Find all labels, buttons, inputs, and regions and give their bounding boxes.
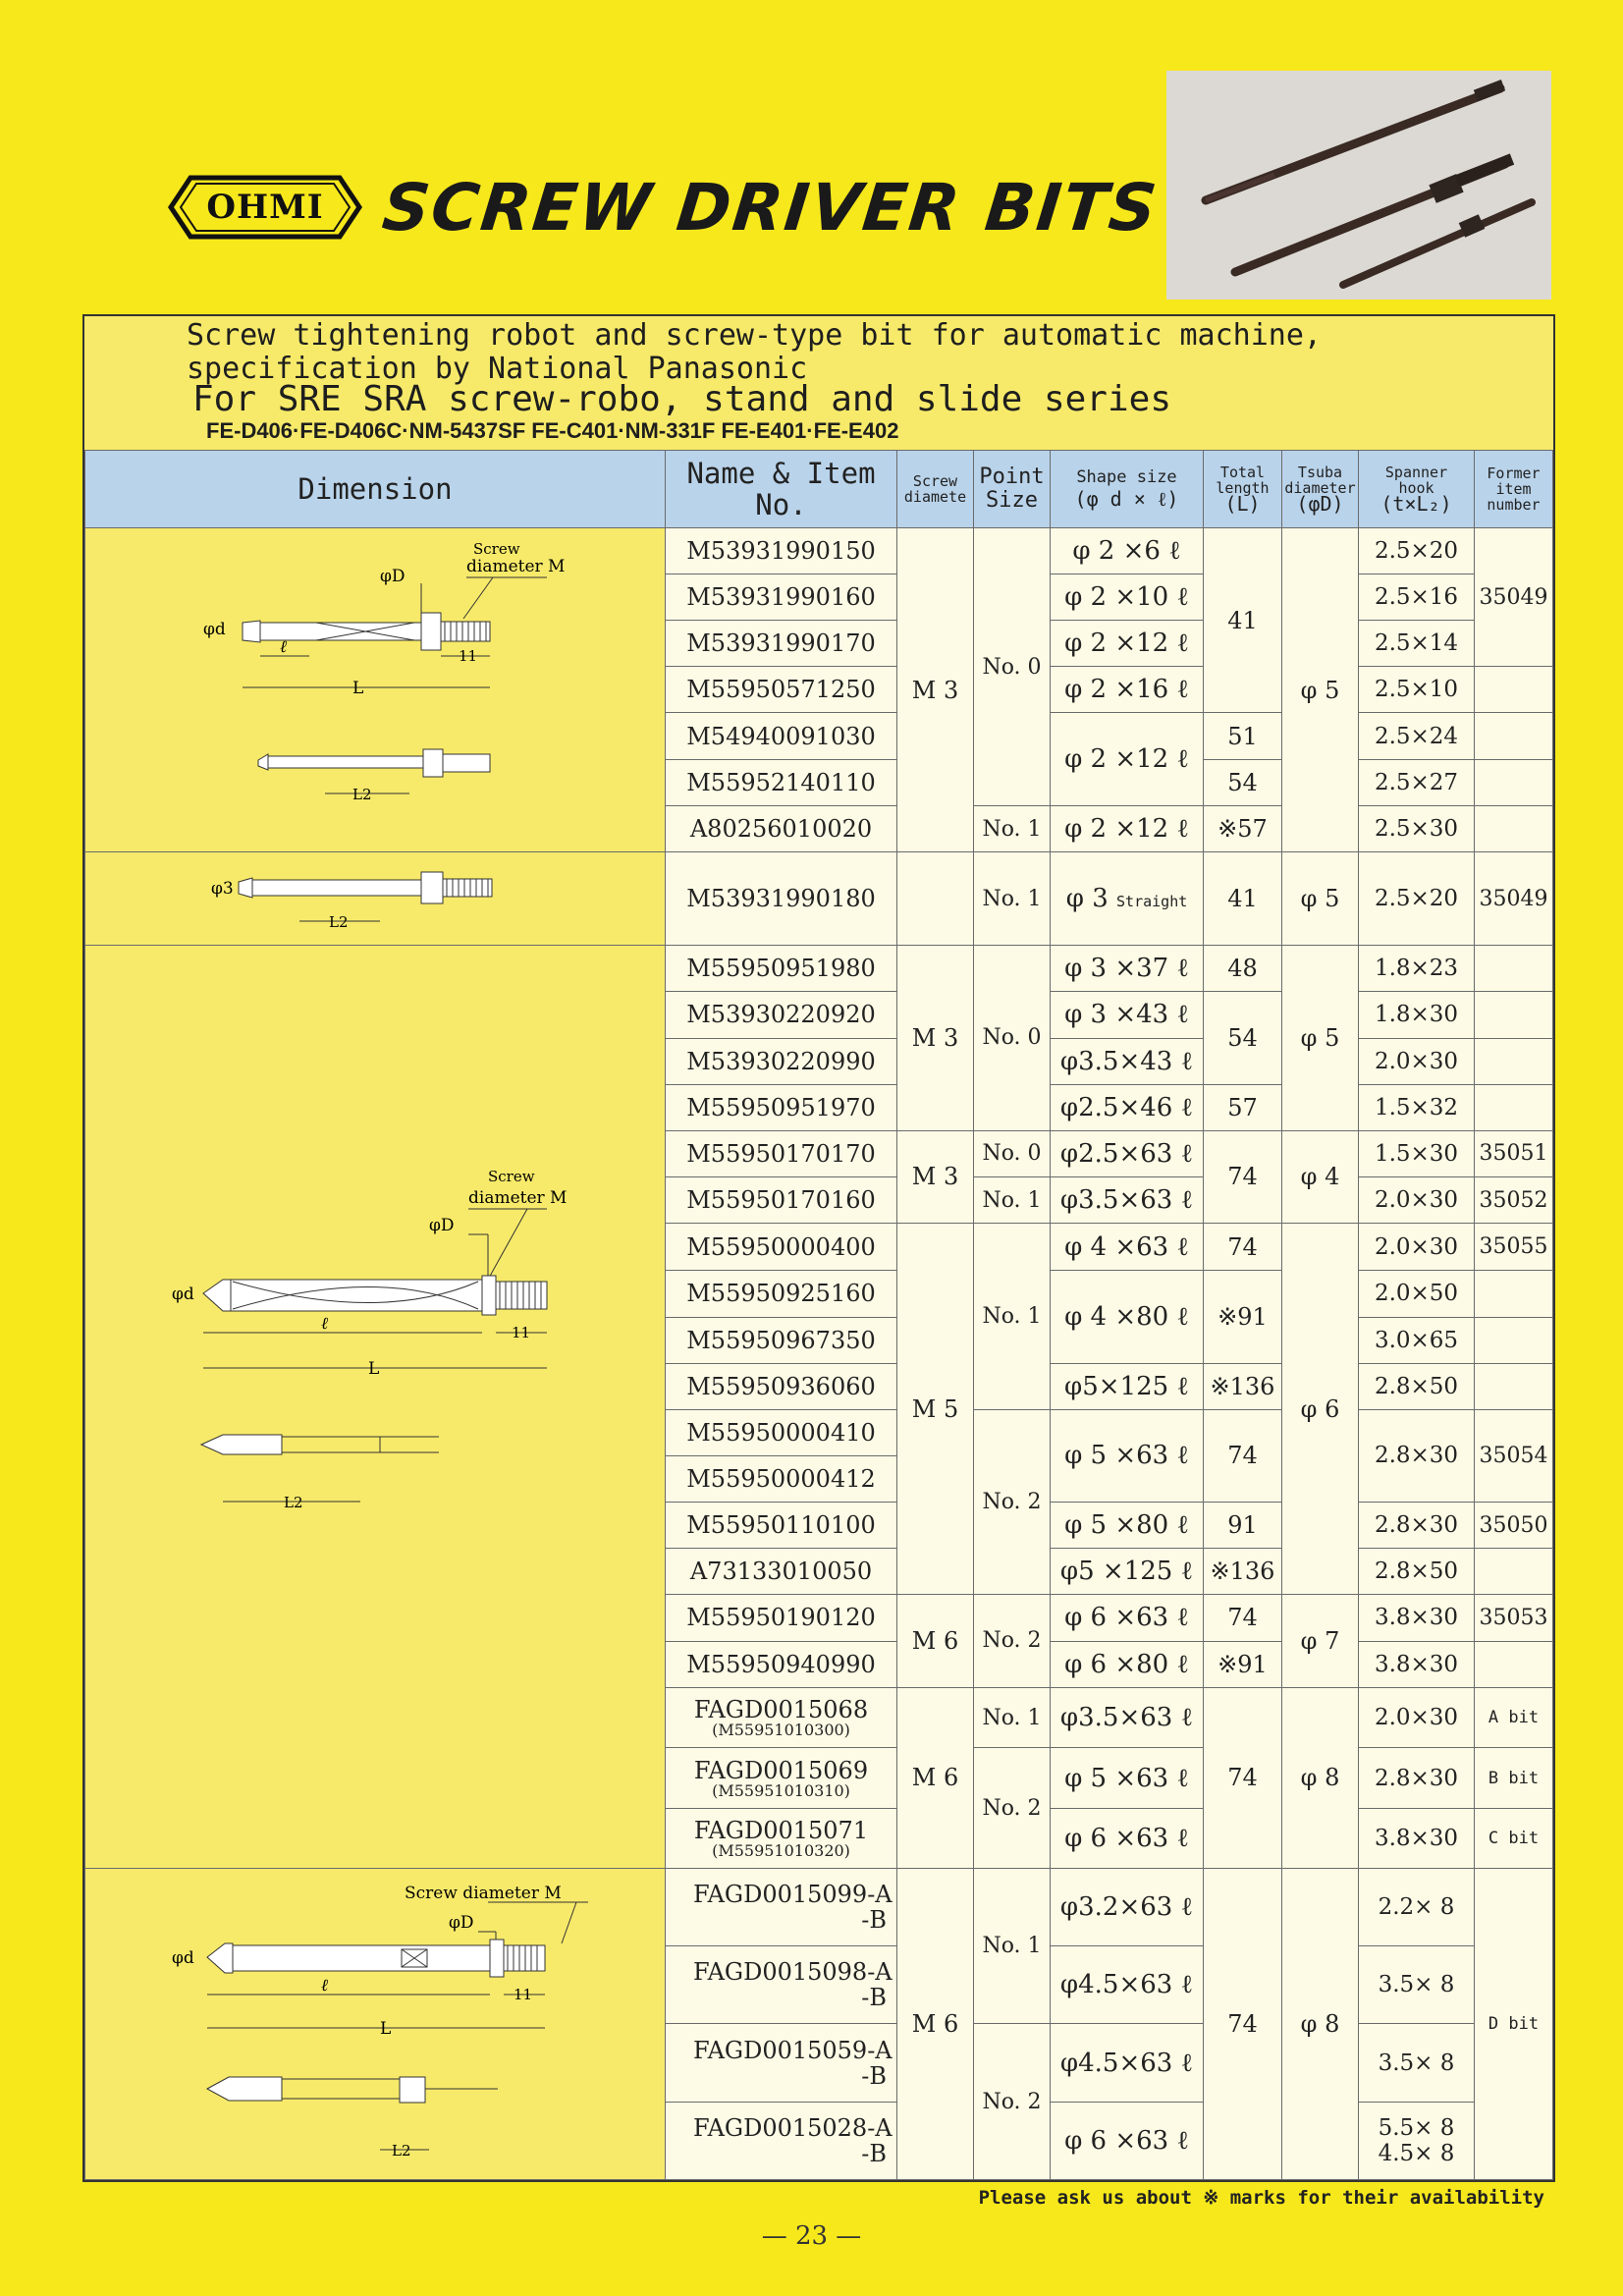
item-no: M53931990160 <box>666 574 897 621</box>
diagram-group-2 <box>85 852 666 946</box>
spanner-hook: 2.0×30 <box>1359 1038 1475 1084</box>
point-size: No. 0 <box>974 1130 1051 1177</box>
logo-text: OHMI <box>206 188 324 227</box>
tsuba-diameter: φ 8 <box>1282 1687 1359 1868</box>
spec-sheet <box>82 314 1555 2182</box>
spanner-hook: 2.5×10 <box>1359 667 1475 713</box>
item-no: FAGD0015099-A -B <box>666 1869 897 1946</box>
former-item: A bit <box>1475 1687 1553 1748</box>
availability-note: Please ask us about ※ marks for their availability <box>978 2187 1544 2209</box>
shape-size: φ 2 ×16 ℓ <box>1051 667 1204 713</box>
shape-size: φ3.2×63 ℓ <box>1051 1869 1204 1946</box>
shape-size: φ 4 ×80 ℓ <box>1051 1270 1204 1363</box>
intro-line-3: For SRE SRA screw-robo, stand and slide series <box>192 379 1171 419</box>
spanner-hook: 1.8×23 <box>1359 946 1475 992</box>
former-item <box>1475 1084 1553 1130</box>
item-no: FAGD0015098-A -B <box>666 1946 897 2024</box>
point-size: No. 2 <box>974 1595 1051 1688</box>
shape-size: φ 3 ×37 ℓ <box>1051 946 1204 992</box>
total-length: 57 <box>1204 1084 1282 1130</box>
former-item <box>1475 1038 1553 1084</box>
spanner-hook: 2.0×30 <box>1359 1177 1475 1224</box>
total-length: 54 <box>1204 992 1282 1085</box>
item-no: M55950170160 <box>666 1177 897 1224</box>
item-no: M55950170170 <box>666 1130 897 1177</box>
col-point: Point Size <box>974 451 1051 528</box>
former-item: 35054 <box>1475 1409 1553 1503</box>
item-no: M55950940990 <box>666 1641 897 1687</box>
svg-text:L2: L2 <box>392 2142 411 2159</box>
item-no: M55950967350 <box>666 1317 897 1363</box>
spanner-hook: 3.5× 8 <box>1359 2024 1475 2103</box>
shape-size: φ4.5×63 ℓ <box>1051 2024 1204 2103</box>
shape-size: φ2.5×46 ℓ <box>1051 1084 1204 1130</box>
svg-text:Screw: Screw <box>473 540 520 558</box>
former-item: 35052 <box>1475 1177 1553 1224</box>
table-row <box>85 852 1553 946</box>
total-length: 74 <box>1204 1224 1282 1271</box>
col-total: Total length (L) <box>1204 451 1282 528</box>
point-size: No. 1 <box>974 1224 1051 1409</box>
total-length: 74 <box>1204 1687 1282 1868</box>
tsuba-diameter: φ 5 <box>1282 528 1359 852</box>
col-former: Former item number <box>1475 451 1553 528</box>
spanner-hook: 2.5×16 <box>1359 574 1475 621</box>
former-item: 35050 <box>1475 1503 1553 1549</box>
intro-line-1: Screw tightening robot and screw-type bit for automatic machine, <box>187 318 1322 353</box>
former-item: 35049 <box>1475 528 1553 667</box>
item-no: M54940091030 <box>666 713 897 760</box>
col-tsuba: Tsuba diameter (φD) <box>1282 451 1359 528</box>
former-item: B bit <box>1475 1748 1553 1809</box>
total-length: 41 <box>1204 852 1282 946</box>
spanner-hook: 2.5×14 <box>1359 621 1475 667</box>
shape-size: φ 6 ×80 ℓ <box>1051 1641 1204 1687</box>
tsuba-diameter: φ 7 <box>1282 1595 1359 1688</box>
item-no: M55952140110 <box>666 760 897 806</box>
total-length: 74 <box>1204 1409 1282 1503</box>
svg-text:diameter M: diameter M <box>466 557 566 576</box>
shape-size: φ 4 ×63 ℓ <box>1051 1224 1204 1271</box>
svg-text:11: 11 <box>459 647 478 665</box>
item-no: M53931990180 <box>666 852 897 946</box>
former-item <box>1475 992 1553 1039</box>
point-size: No. 0 <box>974 946 1051 1131</box>
spanner-hook: 3.8×30 <box>1359 1641 1475 1687</box>
item-no: M53931990170 <box>666 621 897 667</box>
former-item: D bit <box>1475 1869 1553 2180</box>
intro-block <box>84 316 1553 451</box>
total-length: 54 <box>1204 760 1282 806</box>
spanner-hook: 5.5× 8 4.5× 8 <box>1359 2103 1475 2180</box>
item-no: M55950925160 <box>666 1270 897 1317</box>
former-item <box>1475 1270 1553 1317</box>
item-no: M55950110100 <box>666 1503 897 1549</box>
col-shape: Shape size (φ d × ℓ) <box>1051 451 1204 528</box>
point-size: No. 1 <box>974 806 1051 852</box>
point-size: No. 0 <box>974 528 1051 806</box>
spanner-hook: 2.5×20 <box>1359 852 1475 946</box>
svg-text:L: L <box>380 2019 392 2039</box>
item-no: FAGD0015068 (M55951010300) <box>666 1687 897 1748</box>
svg-text:11: 11 <box>512 1324 531 1341</box>
screw-diameter: M 6 <box>897 1869 974 2180</box>
screw-diameter: M 6 <box>897 1687 974 1868</box>
shape-size: φ3.5×63 ℓ <box>1051 1687 1204 1748</box>
screw-diameter: M 3 <box>897 946 974 1131</box>
item-no: M55950000400 <box>666 1224 897 1271</box>
col-screw: Screw diamete <box>897 451 974 528</box>
item-no: FAGD0015071 (M55951010320) <box>666 1809 897 1869</box>
point-size: No. 2 <box>974 2024 1051 2180</box>
former-item: 35049 <box>1475 852 1553 946</box>
table-row <box>85 1869 1553 1946</box>
svg-text:Screw: Screw <box>488 1168 535 1185</box>
total-length: 51 <box>1204 713 1282 760</box>
former-item <box>1475 667 1553 713</box>
diagram-group-1 <box>85 528 666 852</box>
former-item <box>1475 713 1553 760</box>
svg-text:φd: φd <box>172 1285 194 1304</box>
item-no: FAGD0015069 (M55951010310) <box>666 1748 897 1809</box>
shape-size: φ3.5×43 ℓ <box>1051 1038 1204 1084</box>
shape-size: φ 5 ×63 ℓ <box>1051 1748 1204 1809</box>
former-item <box>1475 1641 1553 1687</box>
shape-size: φ 3 ×43 ℓ <box>1051 992 1204 1039</box>
svg-text:φ3: φ3 <box>211 879 234 899</box>
total-length: ※91 <box>1204 1270 1282 1363</box>
col-dimension: Dimension <box>85 451 666 528</box>
spanner-hook: 3.8×30 <box>1359 1809 1475 1869</box>
screw-diameter: M 5 <box>897 1224 974 1595</box>
spanner-hook: 1.5×32 <box>1359 1084 1475 1130</box>
total-length: ※136 <box>1204 1363 1282 1409</box>
shape-size: φ3.5×63 ℓ <box>1051 1177 1204 1224</box>
item-no: FAGD0015059-A -B <box>666 2024 897 2103</box>
svg-text:φd: φd <box>172 1948 194 1968</box>
spec-table <box>84 450 1553 2180</box>
shape-size: φ 6 ×63 ℓ <box>1051 1809 1204 1869</box>
former-item <box>1475 1363 1553 1409</box>
screw-diameter <box>897 852 974 946</box>
product-photo <box>1166 71 1551 300</box>
former-item <box>1475 806 1553 852</box>
tsuba-diameter: φ 4 <box>1282 1130 1359 1224</box>
col-spanner: Spanner hook (t×L₂) <box>1359 451 1475 528</box>
svg-text:φD: φD <box>449 1913 474 1933</box>
spanner-hook: 1.5×30 <box>1359 1130 1475 1177</box>
svg-text:ℓ: ℓ <box>321 1976 329 1995</box>
item-no: M53930220920 <box>666 992 897 1039</box>
page-title: SCREW DRIVER BITS <box>378 169 1163 246</box>
shape-size: φ 6 ×63 ℓ <box>1051 2103 1204 2180</box>
svg-text:L2: L2 <box>284 1494 303 1511</box>
spanner-hook: 2.0×50 <box>1359 1270 1475 1317</box>
former-item <box>1475 760 1553 806</box>
tsuba-diameter: φ 8 <box>1282 1869 1359 2180</box>
shape-size: φ5×125 ℓ <box>1051 1363 1204 1409</box>
ohmi-logo <box>167 173 363 242</box>
intro-models: FE-D406·FE-D406C·NM-5437SF FE-C401·NM-331F FE-E401·FE-E402 <box>206 418 899 443</box>
diagram-group-3 <box>85 946 666 1869</box>
point-size: No. 1 <box>974 1177 1051 1224</box>
shape-size: φ 5 ×63 ℓ <box>1051 1409 1204 1503</box>
point-size: No. 1 <box>974 1687 1051 1748</box>
former-item: 35055 <box>1475 1224 1553 1271</box>
total-length: 74 <box>1204 1869 1282 2180</box>
spanner-hook: 2.0×30 <box>1359 1224 1475 1271</box>
spanner-hook: 2.8×30 <box>1359 1503 1475 1549</box>
point-size: No. 1 <box>974 1869 1051 2024</box>
total-length: ※91 <box>1204 1641 1282 1687</box>
former-item: 35051 <box>1475 1130 1553 1177</box>
item-no: M55950951980 <box>666 946 897 992</box>
col-name-item: Name & Item No. <box>666 451 897 528</box>
spanner-hook: 2.5×20 <box>1359 528 1475 574</box>
total-length: 74 <box>1204 1595 1282 1642</box>
screw-diameter: M 6 <box>897 1595 974 1688</box>
svg-text:φd: φd <box>203 620 226 639</box>
spanner-hook: 2.8×30 <box>1359 1409 1475 1503</box>
spanner-hook: 2.0×30 <box>1359 1687 1475 1748</box>
header-row <box>85 451 1553 528</box>
tsuba-diameter: φ 6 <box>1282 1224 1359 1595</box>
table-row <box>85 946 1553 992</box>
shape-size: φ4.5×63 ℓ <box>1051 1946 1204 2024</box>
item-no: A80256010020 <box>666 806 897 852</box>
spanner-hook: 2.5×24 <box>1359 713 1475 760</box>
shape-size: φ5 ×125 ℓ <box>1051 1549 1204 1595</box>
former-item <box>1475 946 1553 992</box>
brand-header <box>167 169 1163 246</box>
svg-text:11: 11 <box>514 1986 533 2003</box>
spanner-hook: 2.8×30 <box>1359 1748 1475 1809</box>
shape-size: φ 2 ×12 ℓ <box>1051 713 1204 806</box>
item-no: M55950190120 <box>666 1595 897 1642</box>
shape-size: φ 2 ×12 ℓ <box>1051 806 1204 852</box>
tsuba-diameter: φ 5 <box>1282 946 1359 1131</box>
screw-diameter: M 3 <box>897 528 974 852</box>
total-length: 41 <box>1204 528 1282 713</box>
total-length: ※57 <box>1204 806 1282 852</box>
item-no: M55950000412 <box>666 1456 897 1503</box>
svg-text:L: L <box>352 679 364 698</box>
spanner-hook: 3.0×65 <box>1359 1317 1475 1363</box>
svg-text:L: L <box>368 1359 380 1379</box>
point-size: No. 1 <box>974 852 1051 946</box>
shape-size: φ 2 ×12 ℓ <box>1051 621 1204 667</box>
spanner-hook: 1.8×30 <box>1359 992 1475 1039</box>
item-no: M53931990150 <box>666 528 897 574</box>
svg-text:φD: φD <box>380 567 406 586</box>
shape-size: φ 2 ×10 ℓ <box>1051 574 1204 621</box>
diagram-group-4 <box>85 1869 666 2180</box>
page-number: — 23 — <box>761 2221 862 2251</box>
svg-text:diameter M: diameter M <box>468 1188 568 1208</box>
point-size: No. 2 <box>974 1409 1051 1595</box>
shape-size: φ 2 ×6 ℓ <box>1051 528 1204 574</box>
shape-size: φ2.5×63 ℓ <box>1051 1130 1204 1177</box>
item-no: A73133010050 <box>666 1549 897 1595</box>
svg-text:φD: φD <box>429 1216 455 1235</box>
spanner-hook: 3.5× 8 <box>1359 1946 1475 2024</box>
former-item <box>1475 1317 1553 1363</box>
total-length: 48 <box>1204 946 1282 992</box>
shape-size: φ 5 ×80 ℓ <box>1051 1503 1204 1549</box>
total-length: 74 <box>1204 1130 1282 1224</box>
item-no: M55950000410 <box>666 1409 897 1456</box>
spanner-hook: 2.8×50 <box>1359 1549 1475 1595</box>
spanner-hook: 2.5×27 <box>1359 760 1475 806</box>
item-no: M55950951970 <box>666 1084 897 1130</box>
item-no: M55950936060 <box>666 1363 897 1409</box>
point-size: No. 2 <box>974 1748 1051 1869</box>
screw-diameter: M 3 <box>897 1130 974 1224</box>
item-no: M55950571250 <box>666 667 897 713</box>
shape-size: φ 6 ×63 ℓ <box>1051 1595 1204 1642</box>
item-no: FAGD0015028-A -B <box>666 2103 897 2180</box>
former-item: 35053 <box>1475 1595 1553 1642</box>
spanner-hook: 2.2× 8 <box>1359 1869 1475 1946</box>
svg-text:L2: L2 <box>352 786 372 803</box>
shape-size: φ 3 Straight <box>1051 852 1204 946</box>
svg-text:ℓ: ℓ <box>321 1314 329 1334</box>
item-no: M53930220990 <box>666 1038 897 1084</box>
svg-text:Screw diameter M: Screw diameter M <box>405 1884 562 1903</box>
former-item <box>1475 1549 1553 1595</box>
table-row <box>85 528 1553 574</box>
tsuba-diameter: φ 5 <box>1282 852 1359 946</box>
svg-text:L2: L2 <box>329 913 349 931</box>
intro-line-2: specification by National Panasonic <box>187 352 808 386</box>
former-item: C bit <box>1475 1809 1553 1869</box>
spanner-hook: 2.5×30 <box>1359 806 1475 852</box>
total-length: ※136 <box>1204 1549 1282 1595</box>
spanner-hook: 3.8×30 <box>1359 1595 1475 1642</box>
total-length: 91 <box>1204 1503 1282 1549</box>
spanner-hook: 2.8×50 <box>1359 1363 1475 1409</box>
svg-text:ℓ: ℓ <box>280 637 288 657</box>
